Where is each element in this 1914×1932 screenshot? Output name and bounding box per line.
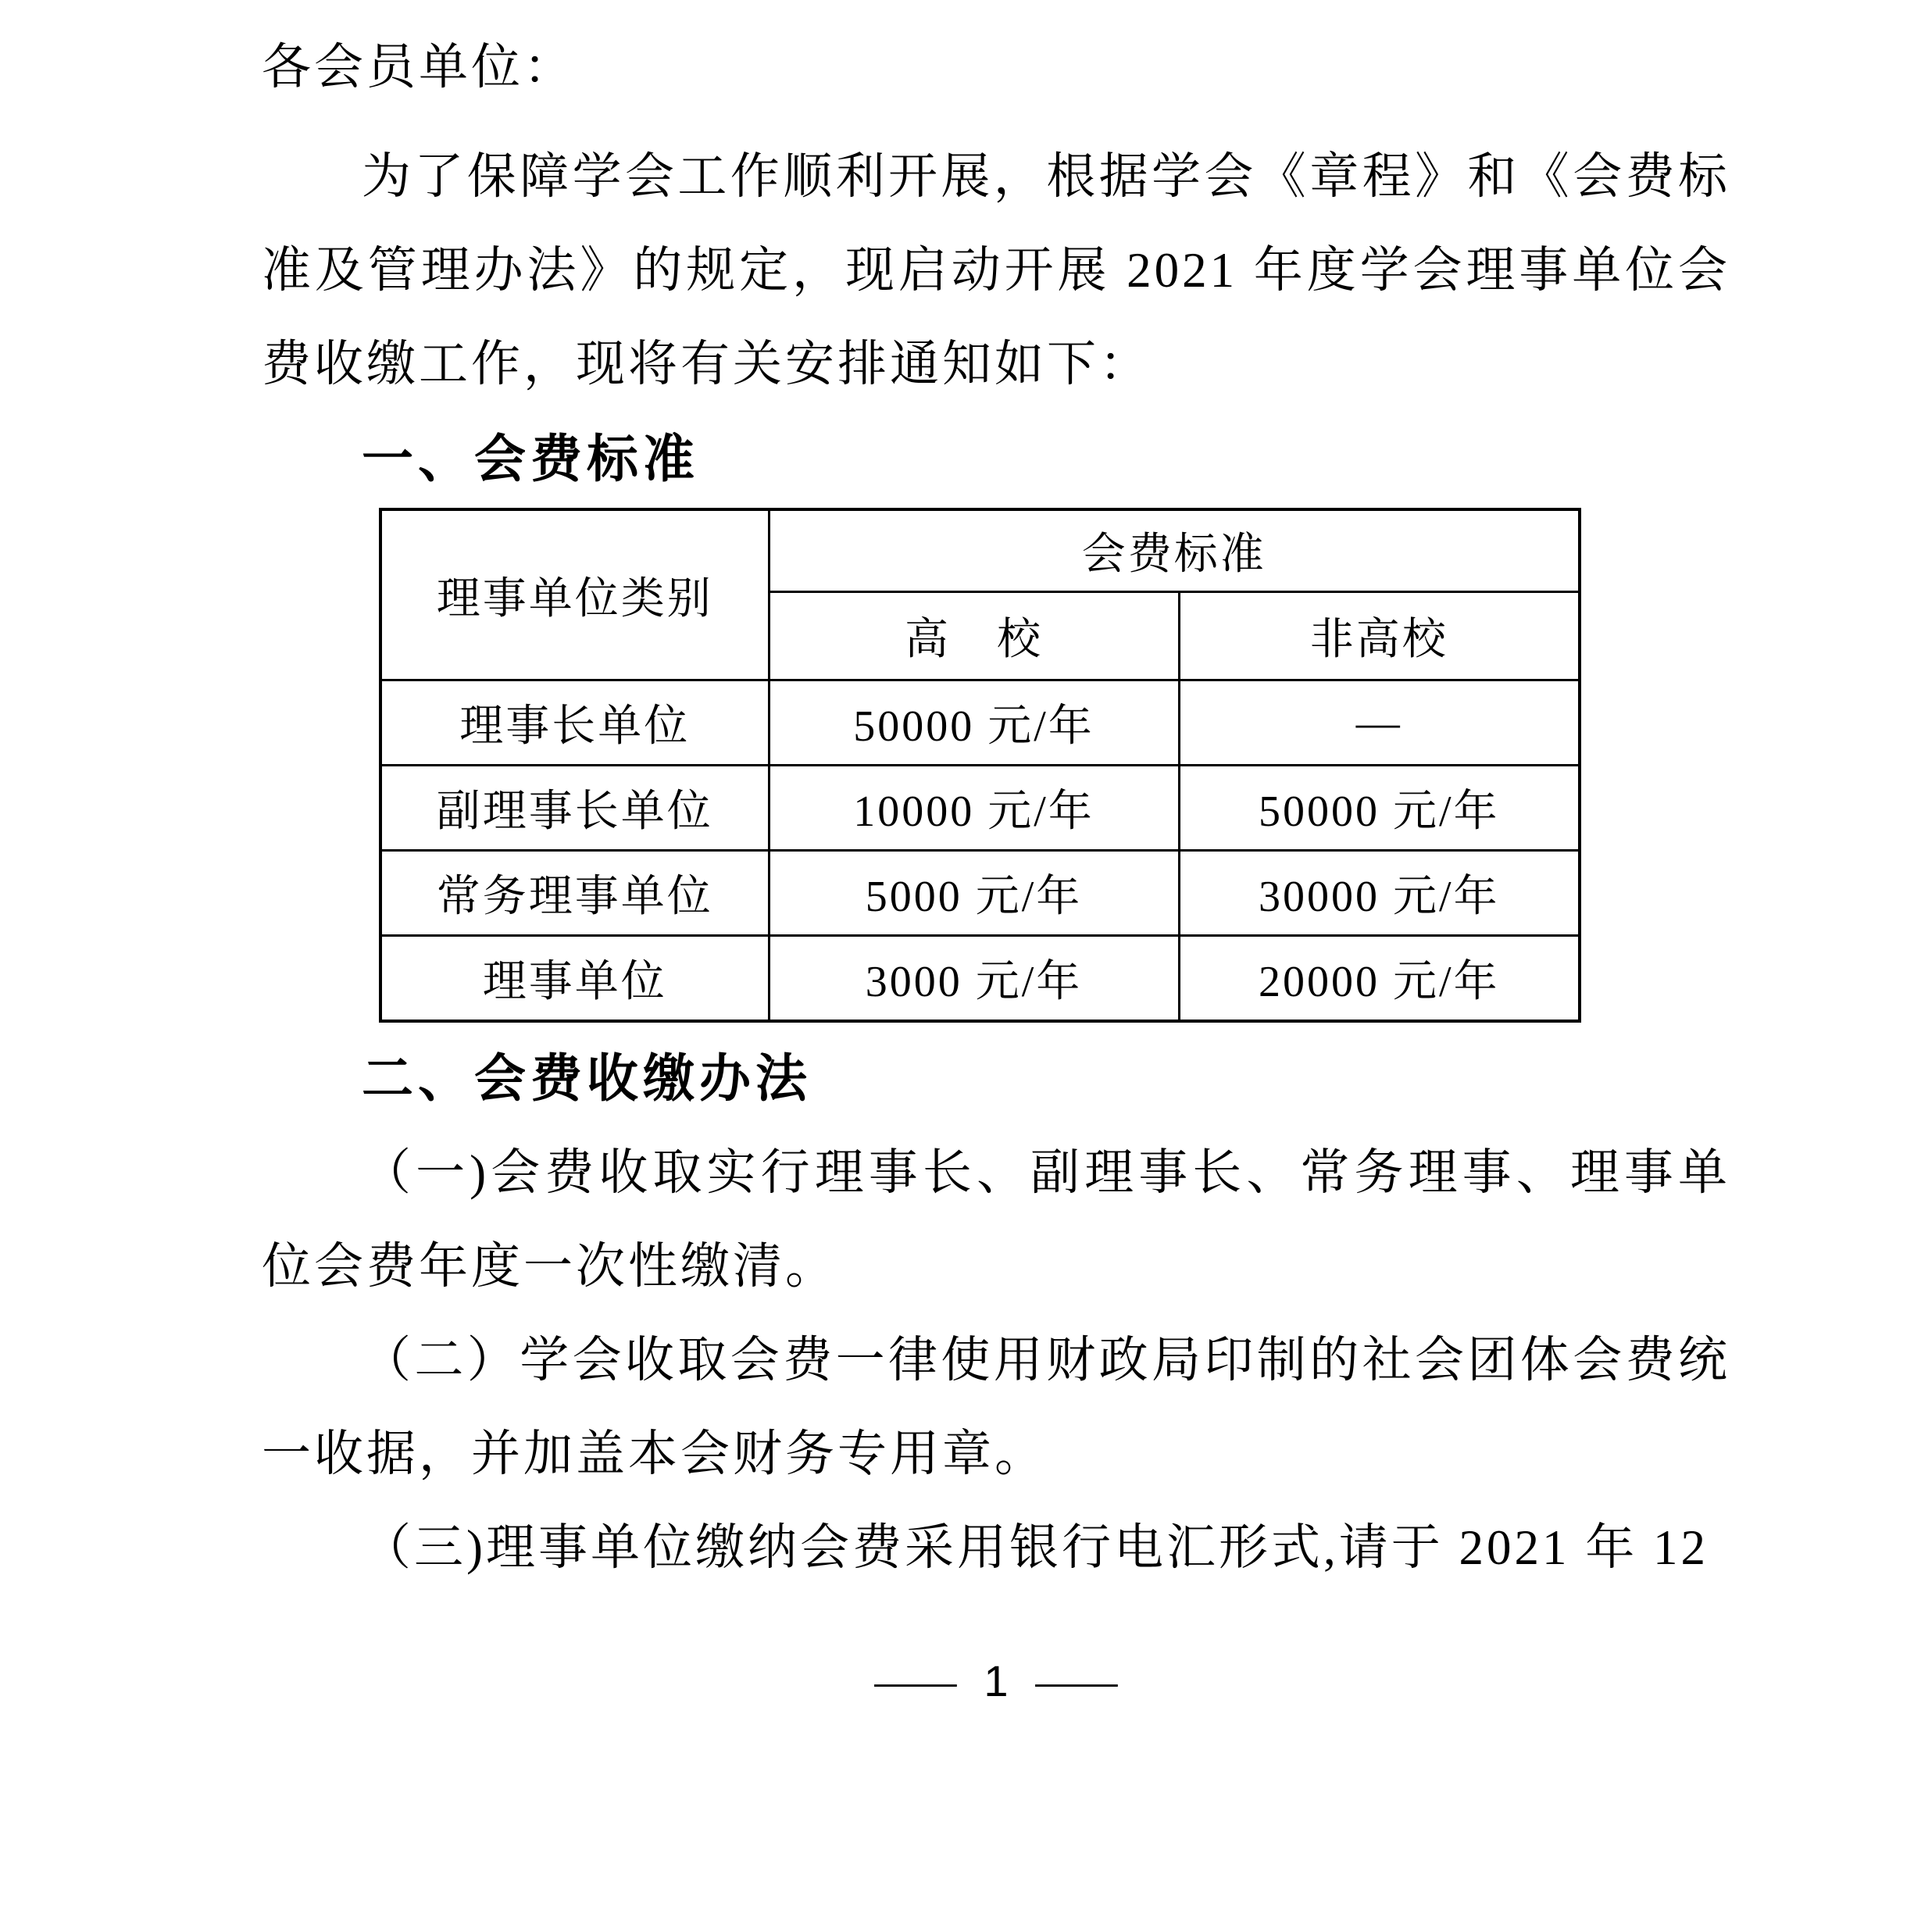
- cell-non-university: 50000 元/年: [1179, 766, 1580, 851]
- page-number-value: 1: [984, 1655, 1009, 1705]
- table-row: [380, 936, 1580, 1022]
- table-header-row-group: [380, 509, 1580, 592]
- cell-university: 3000 元/年: [769, 936, 1179, 1022]
- table-row: [380, 680, 1580, 766]
- page-number-left-dash: —: [875, 1655, 957, 1706]
- header-cell-non-university: 非高校: [1179, 592, 1580, 680]
- cell-university: 5000 元/年: [769, 851, 1179, 936]
- cell-university: 50000 元/年: [769, 680, 1179, 766]
- table-row: [380, 851, 1580, 936]
- paragraph-fee-collection-2: （二）学会收取会费一律使用财政局印制的社会团体会费统一收据，并加盖本会财务专用章。: [262, 1333, 1730, 1481]
- header-cell-university: 高 校: [769, 592, 1179, 680]
- page-number-right-dash: —: [1035, 1655, 1117, 1706]
- cell-category: 副理事长单位: [380, 766, 769, 851]
- table-row: [380, 766, 1580, 851]
- section-2-heading: 二、会费收缴办法: [362, 1049, 812, 1107]
- cell-category: 常务理事单位: [380, 851, 769, 936]
- page-number: [262, 1634, 1730, 1727]
- cell-non-university: —: [1179, 680, 1580, 766]
- salutation: 各会员单位：: [262, 40, 576, 95]
- cell-category: 理事长单位: [380, 680, 769, 766]
- paragraph-fee-collection-1: （一)会费收取实行理事长、副理事长、常务理事、理事单位会费年度一次性缴清。: [262, 1145, 1730, 1294]
- header-cell-category: 理事单位类别: [380, 509, 769, 680]
- cell-category: 理事单位: [380, 936, 769, 1022]
- cell-university: 10000 元/年: [769, 766, 1179, 851]
- cell-non-university: 20000 元/年: [1179, 936, 1580, 1022]
- paragraph-fee-collection-3: （三)理事单位缴纳会费采用银行电汇形式,请于 2021 年 12: [362, 1520, 1709, 1575]
- cell-non-university: 30000 元/年: [1179, 851, 1580, 936]
- intro-paragraph: 为了保障学会工作顺利开展，根据学会《章程》和《会费标准及管理办法》的规定，现启动开展 2021 年度学会理事单位会费收缴工作，现将有关安排通知如下：: [262, 149, 1730, 391]
- fee-standard-table: [379, 508, 1581, 1023]
- section-1-heading: 一、会费标准: [362, 430, 699, 487]
- header-cell-fee-standard: 会费标准: [769, 509, 1580, 592]
